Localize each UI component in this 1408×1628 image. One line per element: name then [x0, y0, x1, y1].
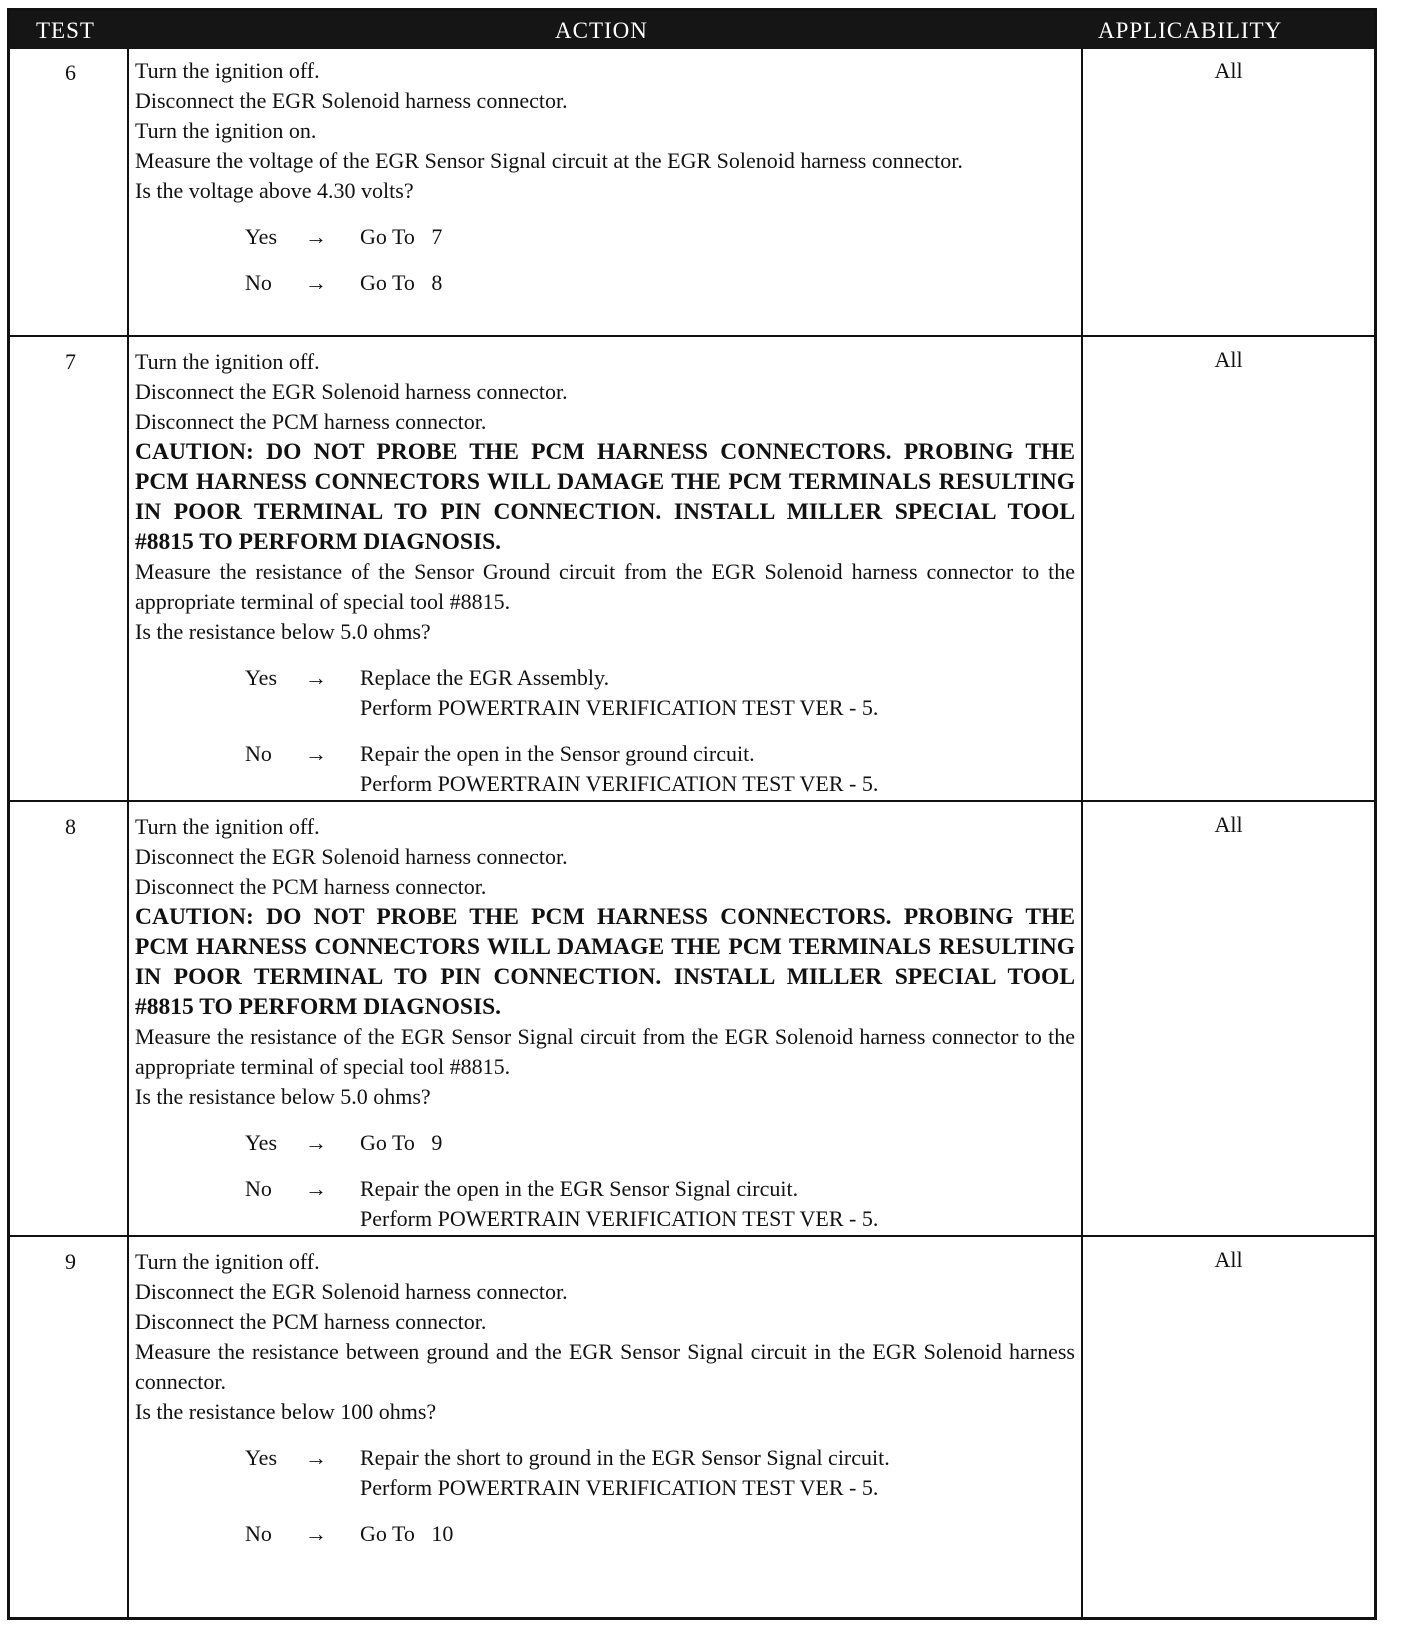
no-branch — [135, 739, 1075, 799]
applicability-value: All — [1214, 1247, 1243, 1272]
action-line: Disconnect the PCM harness connector. — [135, 1309, 487, 1334]
yes-label: Yes — [245, 1445, 278, 1470]
header-action: ACTION — [555, 18, 648, 43]
yes-result-followup: Perform POWERTRAIN VERIFICATION TEST VER - 5. — [360, 695, 879, 720]
arrow-icon: → — [305, 1176, 327, 1201]
action-line: Measure the resistance of the Sensor Ground circuit from the EGR Solenoid harness connector to the appropriate terminal of special tool #8815. — [135, 559, 1075, 614]
action-line: Turn the ignition off. — [135, 349, 320, 374]
action-line: Is the resistance below 5.0 ohms? — [135, 1084, 431, 1109]
action-line: Turn the ignition off. — [135, 814, 320, 839]
yes-result: Go To 7 — [360, 224, 443, 249]
diagnostic-table — [7, 8, 1377, 1620]
test-action — [135, 812, 1075, 1234]
yes-branch — [135, 663, 1075, 723]
no-label: No — [245, 1521, 272, 1546]
yes-result: Go To 9 — [360, 1130, 443, 1155]
action-line: Turn the ignition off. — [135, 1249, 320, 1274]
test-number: 8 — [65, 814, 76, 839]
action-line: Measure the resistance between ground and the EGR Sensor Signal circuit in the EGR Solenoid harness connector. — [135, 1339, 1075, 1394]
action-line: Is the resistance below 100 ohms? — [135, 1399, 437, 1424]
no-branch — [135, 268, 1075, 298]
applicability-value: All — [1214, 58, 1243, 83]
action-line: Disconnect the EGR Solenoid harness connector. — [135, 379, 568, 404]
test-action — [135, 347, 1075, 799]
test-number: 7 — [65, 349, 76, 374]
yes-label: Yes — [245, 224, 278, 249]
no-branch — [135, 1519, 1075, 1549]
test-action — [135, 56, 1075, 298]
arrow-icon: → — [305, 1130, 327, 1155]
no-label: No — [245, 741, 272, 766]
yes-branch — [135, 1128, 1075, 1158]
action-line: Disconnect the PCM harness connector. — [135, 874, 487, 899]
applicability-value: All — [1214, 812, 1243, 837]
yes-result-followup: Perform POWERTRAIN VERIFICATION TEST VER - 5. — [360, 1475, 879, 1500]
no-label: No — [245, 270, 272, 295]
yes-branch — [135, 222, 1075, 252]
no-result-followup: Perform POWERTRAIN VERIFICATION TEST VER - 5. — [360, 1206, 879, 1231]
row-divider — [10, 800, 1374, 802]
arrow-icon: → — [305, 270, 327, 295]
yes-label: Yes — [245, 1130, 278, 1155]
yes-label: Yes — [245, 665, 278, 690]
no-result: Repair the open in the Sensor ground circuit. — [360, 741, 755, 766]
caution-text: CAUTION: DO NOT PROBE THE PCM HARNESS CONNECTORS. PROBING THE PCM HARNESS CONNECTORS WILL DAMAGE THE PCM TERMINALS RESULTING IN POOR TERMINAL TO PIN CONNECTION. INSTALL MILLER SPECIAL TOOL #8815 TO PERFORM DIAGNOSIS. — [135, 904, 1075, 1020]
no-result-followup: Perform POWERTRAIN VERIFICATION TEST VER - 5. — [360, 771, 879, 796]
test-number: 6 — [65, 60, 76, 85]
action-line: Measure the resistance of the EGR Sensor Signal circuit from the EGR Solenoid harness connector to the appropriate terminal of special tool #8815. — [135, 1024, 1075, 1079]
action-line: Measure the voltage of the EGR Sensor Signal circuit at the EGR Solenoid harness connector. — [135, 148, 963, 173]
caution-text: CAUTION: DO NOT PROBE THE PCM HARNESS CONNECTORS. PROBING THE PCM HARNESS CONNECTORS WILL DAMAGE THE PCM TERMINALS RESULTING IN POOR TERMINAL TO PIN CONNECTION. INSTALL MILLER SPECIAL TOOL #8815 TO PERFORM DIAGNOSIS. — [135, 439, 1075, 555]
row-divider — [10, 335, 1374, 337]
no-result: Go To 10 — [360, 1521, 454, 1546]
no-label: No — [245, 1176, 272, 1201]
action-line: Turn the ignition off. — [135, 58, 320, 83]
action-line: Is the resistance below 5.0 ohms? — [135, 619, 431, 644]
action-line: Disconnect the EGR Solenoid harness connector. — [135, 844, 568, 869]
action-line: Disconnect the PCM harness connector. — [135, 409, 487, 434]
yes-branch — [135, 1443, 1075, 1503]
action-line: Disconnect the EGR Solenoid harness connector. — [135, 88, 568, 113]
action-line: Disconnect the EGR Solenoid harness connector. — [135, 1279, 568, 1304]
arrow-icon: → — [305, 1521, 327, 1546]
no-branch — [135, 1174, 1075, 1234]
applicability-value: All — [1214, 347, 1243, 372]
no-result: Go To 8 — [360, 270, 443, 295]
yes-result: Repair the short to ground in the EGR Sensor Signal circuit. — [360, 1445, 890, 1470]
test-action — [135, 1247, 1075, 1549]
header-test: TEST — [36, 18, 95, 43]
arrow-icon: → — [305, 741, 327, 766]
row-divider — [10, 1235, 1374, 1237]
yes-result: Replace the EGR Assembly. — [360, 665, 610, 690]
action-line: Turn the ignition on. — [135, 118, 317, 143]
arrow-icon: → — [305, 665, 327, 690]
no-result: Repair the open in the EGR Sensor Signal circuit. — [360, 1176, 799, 1201]
header-applicability: APPLICABILITY — [1098, 18, 1283, 43]
action-line: Is the voltage above 4.30 volts? — [135, 178, 414, 203]
test-number: 9 — [65, 1249, 76, 1274]
arrow-icon: → — [305, 224, 327, 249]
table-header — [10, 11, 1374, 49]
arrow-icon: → — [305, 1445, 327, 1470]
